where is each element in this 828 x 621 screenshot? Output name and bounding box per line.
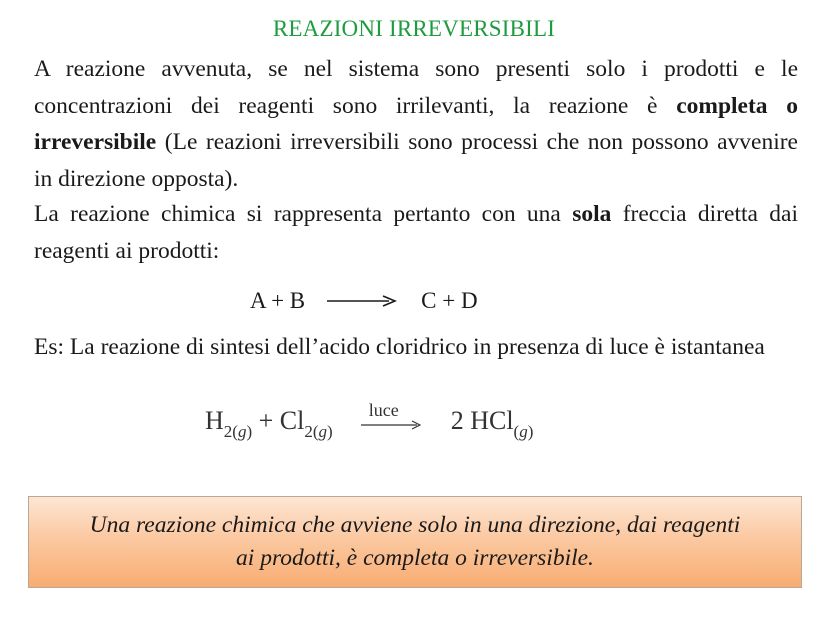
p1-bold-term: completa o irreversibile	[34, 92, 798, 155]
reaction-arrow-icon	[327, 294, 397, 308]
hcl-product: 2 HCl	[450, 406, 514, 435]
cl2-symbol: + Cl	[252, 406, 305, 435]
h2-symbol: H	[205, 406, 224, 435]
light-arrow	[361, 402, 421, 436]
p2-bold-term: sola	[572, 201, 612, 227]
summary-text: Una reazione chimica che avviene solo in una direzione, dai reagenti ai prodotti, è completa o irreversibile.	[89, 512, 741, 571]
summary-box	[28, 496, 802, 588]
cl2-subscript: 2(g)	[304, 422, 333, 441]
reactants: A + B	[250, 288, 306, 313]
products: C + D	[421, 288, 478, 313]
slide-title: REAZIONI IRREVERSIBILI	[272, 16, 556, 41]
hcl-synthesis-equation	[205, 400, 534, 441]
arrow-icon	[361, 420, 421, 430]
hcl-subscript: (g)	[513, 422, 534, 441]
p1-text-start: A reazione avvenuta, se nel sistema sono presenti solo i prodotti e le concentrazioni dei reagenti sono irrilevanti, la reazione è	[34, 56, 798, 119]
h2-subscript: 2(g)	[223, 422, 253, 441]
generic-reaction-equation	[250, 288, 478, 314]
p1-text-end: (Le reazioni irreversibili sono processi che non possono avvenire in direzione opposta).	[34, 129, 798, 192]
arrow-label: luce	[368, 400, 399, 420]
paragraph-representation	[34, 196, 798, 269]
p2-text-end: freccia diretta dai reagenti ai prodotti:	[34, 201, 798, 264]
paragraph-example: Es: La reazione di sintesi dell’acido cloridrico in presenza di luce è istantanea	[34, 334, 765, 360]
paragraph-definition	[34, 51, 798, 197]
p2-text-start: La reazione chimica si rappresenta pertanto con una	[34, 201, 573, 227]
